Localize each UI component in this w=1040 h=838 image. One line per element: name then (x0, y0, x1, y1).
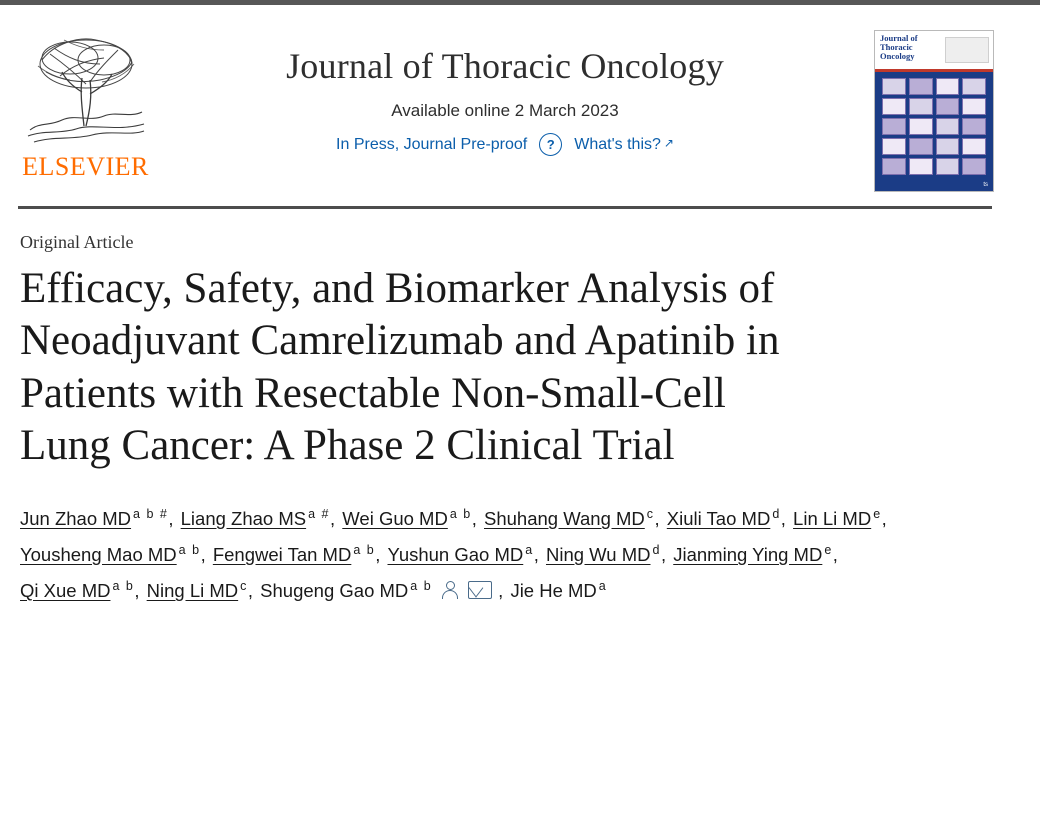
journal-cover-thumbnail[interactable] (874, 30, 994, 192)
cover-cell (936, 138, 960, 155)
cover-header (875, 31, 993, 72)
author-affiliation-marker: e (824, 542, 833, 557)
author-affiliation-marker: a b # (133, 506, 169, 521)
page-title: Efficacy, Safety, and Biomarker Analysis of Neoadjuvant Camrelizumab and Apatinib in Patients with Resectable Non-Small-Cell Lung Cancer: A Phase 2 Clinical Trial (20, 265, 780, 470)
external-link-icon: ↗ (663, 135, 674, 150)
cover-cell (909, 118, 933, 135)
author-name[interactable]: Ning Li MD (146, 579, 239, 601)
journal-title: Journal of Thoracic Oncology (286, 46, 724, 86)
author-separator: , (168, 507, 179, 529)
author-affiliation-marker: a # (308, 506, 330, 521)
author-name[interactable]: Shuhang Wang MD (484, 507, 645, 529)
cover-journal-name (880, 34, 918, 61)
author-affiliation-marker: d (772, 506, 781, 521)
whats-this-label: What's this? (574, 135, 661, 153)
cover-cell (882, 118, 906, 135)
cover-journal-line3: Oncology (880, 50, 915, 61)
author-name: Jie He MD (510, 579, 597, 601)
author-entry[interactable] (147, 580, 248, 601)
journal-masthead (0, 18, 1040, 188)
author-name[interactable]: Jun Zhao MD (20, 507, 132, 529)
author-name[interactable]: Lin Li MD (793, 507, 872, 529)
author-separator: , (134, 579, 145, 601)
author-entry[interactable] (213, 544, 375, 565)
author-separator: , (247, 579, 259, 601)
cover-cell (962, 118, 986, 135)
cover-cell (909, 98, 933, 115)
author-affiliation-marker: a b (410, 578, 433, 593)
cover-cell (936, 158, 960, 175)
author-affiliation-marker: a b (112, 578, 135, 593)
author-entry[interactable] (20, 544, 201, 565)
author-entry[interactable] (181, 508, 330, 529)
journal-info-block (180, 46, 830, 156)
corresponding-author-icons (440, 581, 492, 599)
author-separator: , (330, 507, 341, 529)
author-profile-icon[interactable] (440, 581, 458, 599)
help-question-icon[interactable]: ? (539, 133, 562, 156)
cover-artwork (875, 72, 993, 181)
cover-cell (909, 138, 933, 155)
author-name[interactable]: Jianming Ying MD (673, 543, 823, 565)
masthead-divider (18, 206, 992, 209)
author-name[interactable]: Yushun Gao MD (387, 543, 524, 565)
author-affiliation-marker: e (873, 506, 882, 521)
author-name[interactable]: Wei Guo MD (342, 507, 448, 529)
email-icon[interactable] (468, 581, 492, 599)
article-header (20, 232, 1000, 609)
author-affiliation-marker: a (598, 578, 608, 593)
elsevier-tree-icon (20, 30, 152, 148)
cover-cell (882, 158, 906, 175)
author-affiliation-marker: c (240, 578, 248, 593)
cover-cell (962, 138, 986, 155)
cover-cell (962, 98, 986, 115)
cover-cell (882, 138, 906, 155)
author-affiliation-marker: a b (353, 542, 376, 557)
author-name[interactable]: Xiuli Tao MD (666, 507, 771, 529)
top-rule (0, 0, 1040, 5)
author-affiliation-marker: a b (449, 506, 472, 521)
author-entry[interactable] (673, 544, 833, 565)
author-entry[interactable] (388, 544, 534, 565)
author-affiliation-marker: a (525, 542, 534, 557)
cover-cell (936, 118, 960, 135)
author-entry (510, 580, 607, 601)
author-entry (260, 580, 498, 601)
cover-cell (909, 78, 933, 95)
author-separator: , (832, 543, 838, 565)
author-separator: , (654, 507, 665, 529)
author-entry[interactable] (546, 544, 661, 565)
author-entry[interactable] (342, 508, 471, 529)
cover-cell (882, 98, 906, 115)
author-separator: , (471, 507, 482, 529)
author-name[interactable]: Qi Xue MD (20, 579, 111, 601)
elsevier-wordmark: ELSEVIER (22, 152, 149, 181)
author-name[interactable]: Yousheng Mao MD (20, 543, 177, 565)
author-name[interactable]: Ning Wu MD (545, 543, 651, 565)
author-list (20, 501, 900, 609)
press-status-label: In Press, Journal Pre-proof (336, 135, 528, 153)
cover-header-badge (945, 37, 989, 63)
cover-journal-line1: Journal of (880, 33, 918, 43)
article-type-label: Original Article (20, 232, 134, 252)
press-status-row (180, 133, 830, 156)
author-separator: , (200, 543, 211, 565)
author-separator: , (375, 543, 386, 565)
author-affiliation-marker: c (646, 506, 655, 521)
cover-journal-line2: Thoracic (880, 41, 913, 52)
author-affiliation-marker: a b (178, 542, 201, 557)
cover-cell (962, 158, 986, 175)
whats-this-link[interactable] (574, 136, 674, 154)
author-name: Shugeng Gao MD (260, 579, 409, 601)
author-entry[interactable] (20, 508, 168, 529)
elsevier-logo[interactable] (18, 30, 153, 185)
available-online-date: Available online 2 March 2023 (391, 101, 619, 121)
author-entry[interactable] (484, 508, 655, 529)
cover-cell (936, 98, 960, 115)
author-separator: , (780, 507, 792, 529)
author-separator: , (660, 543, 672, 565)
cover-cell (882, 78, 906, 95)
author-name[interactable]: Fengwei Tan MD (212, 543, 352, 565)
cover-cell (962, 78, 986, 95)
author-name[interactable]: Liang Zhao MS (180, 507, 307, 529)
author-entry[interactable] (793, 508, 882, 529)
author-entry[interactable] (20, 580, 134, 601)
cover-cell (936, 78, 960, 95)
author-separator: , (881, 507, 887, 529)
cover-footer-note: ts (983, 182, 988, 188)
cover-cell (909, 158, 933, 175)
author-entry[interactable] (667, 508, 781, 529)
author-separator: , (498, 579, 509, 601)
author-affiliation-marker: d (652, 542, 661, 557)
author-separator: , (533, 543, 544, 565)
